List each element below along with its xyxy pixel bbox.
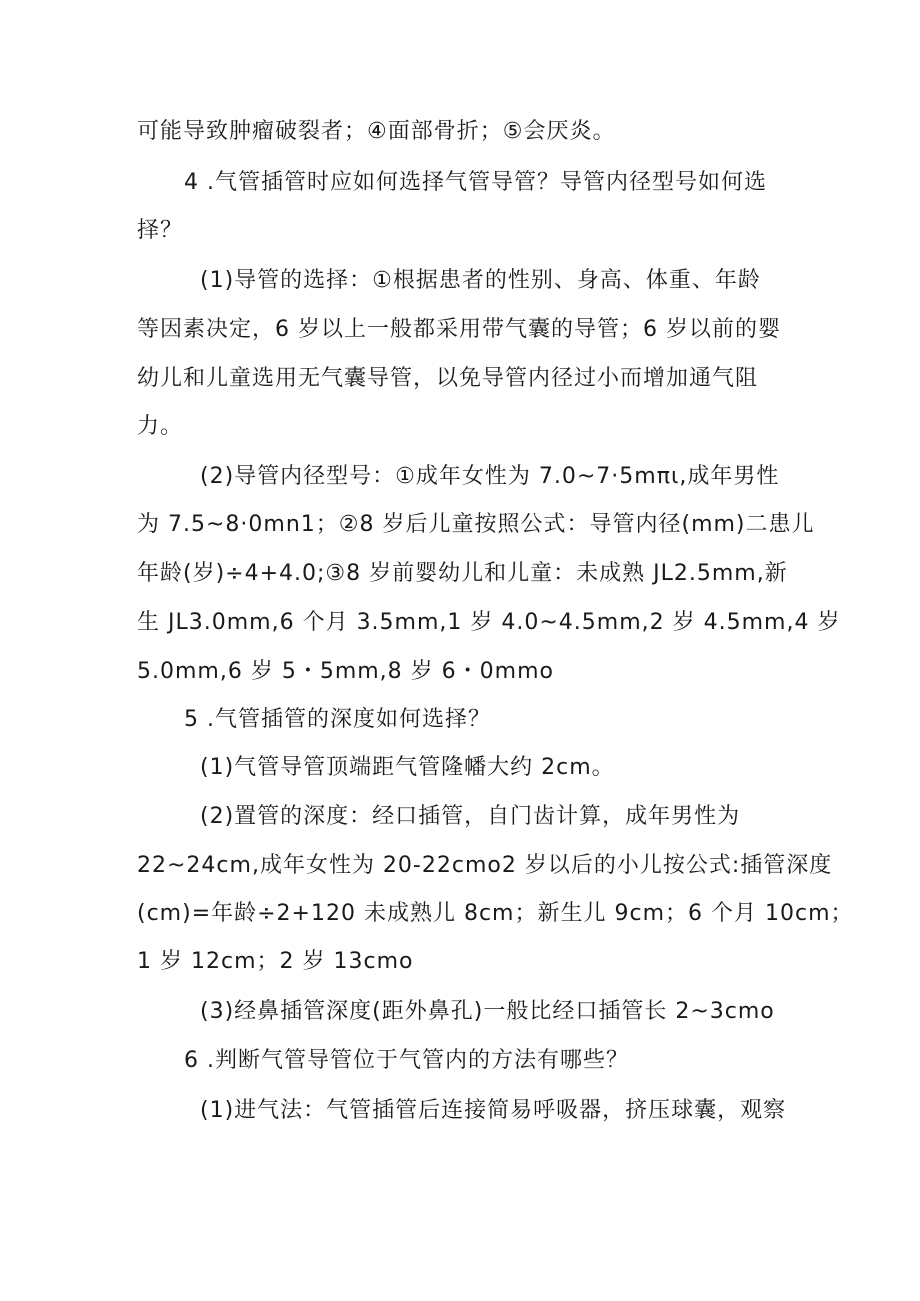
text-line: (1)气管导管顶端距气管隆幡大约 2cm。	[200, 755, 615, 780]
section-heading: 4 .气管插管时应如何选择气管导管？导管内径型号如何选	[184, 170, 767, 195]
text-line: 生 JL3.0mm,6 个月 3.5mm,1 岁 4.0~4.5mm,2 岁 4.5mm,4 岁	[137, 610, 841, 635]
text-line: (1)进气法：气管插管后连接简易呼吸器，挤压球囊，观察	[200, 1098, 787, 1123]
text-line: (cm)=年龄÷2+120 未成熟儿 8cm；新生儿 9cm；6 个月 10cm；	[137, 901, 854, 926]
text-line: 可能导致肿瘤破裂者；④面部骨折；⑤会厌炎。	[137, 119, 616, 144]
text-line: 5.0mm,6 岁 5・5mm,8 岁 6・0mmo	[137, 659, 554, 684]
text-line: (3)经鼻插管深度(距外鼻孔)一般比经口插管长 2~3cmo	[200, 999, 775, 1024]
text-line: 1 岁 12cm；2 岁 13cmo	[137, 949, 414, 974]
text-line: (1)导管的选择：①根据患者的性别、身高、体重、年龄	[200, 268, 761, 293]
section-heading: 5 .气管插管的深度如何选择？	[184, 707, 491, 732]
text-line: (2)导管内径型号：①成年女性为 7.0~7·5mπι,成年男性	[200, 464, 780, 489]
section-heading: 6 .判断气管导管位于气管内的方法有哪些？	[184, 1048, 629, 1073]
text-line: 幼儿和儿童选用无气囊导管，以免导管内径过小而增加通气阻	[137, 366, 759, 391]
text-line: 22~24cm,成年女性为 20-22cmo2 岁以后的小儿按公式:插管深度	[137, 853, 833, 878]
text-line: (2)置管的深度：经口插管，自门齿计算，成年男性为	[200, 804, 741, 829]
text-line: 择？	[137, 218, 184, 243]
text-line: 年龄(岁)÷4+4.0;③8 岁前婴幼儿和儿童：未成熟 JL2.5mm,新	[137, 561, 788, 586]
text-line: 力。	[137, 414, 184, 439]
text-line: 为 7.5~8·0mn1；②8 岁后儿童按照公式：导管内径(mm)二患儿	[137, 512, 815, 537]
text-line: 等因素决定，6 岁以上一般都采用带气囊的导管；6 岁以前的婴	[137, 317, 781, 342]
